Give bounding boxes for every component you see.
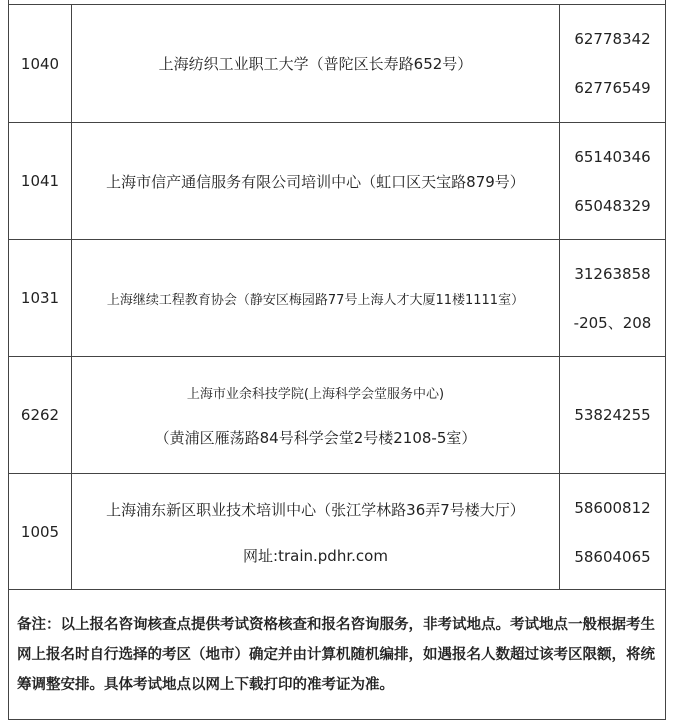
table-row <box>9 4 665 122</box>
phone-number: 65048329 <box>574 196 651 215</box>
phone-number: 58600812 <box>574 498 651 517</box>
site-address <box>72 5 560 122</box>
address-line: （黄浦区雁荡路84号科学会堂2号楼2108-5室） <box>154 428 477 447</box>
site-phones <box>560 123 665 239</box>
site-address <box>72 357 560 473</box>
sites-table <box>8 0 666 590</box>
phone-number: 62776549 <box>574 79 651 97</box>
table-row <box>9 473 665 590</box>
site-code: 1041 <box>9 123 72 239</box>
phone-number: 62778342 <box>574 30 651 48</box>
site-code: 1031 <box>9 240 72 356</box>
address-line: 上海浦东新区职业技术培训中心（张江学林路36弄7号楼大厅） <box>106 500 525 519</box>
phone-number: 65140346 <box>574 147 651 166</box>
website-line: 网址:train.pdhr.com <box>243 546 388 565</box>
remarks-note <box>8 590 666 720</box>
address-line: 上海市信产通信服务有限公司培训中心（虹口区天宝路879号） <box>106 172 525 191</box>
site-address <box>72 240 560 356</box>
site-code: 1005 <box>9 474 72 590</box>
site-phones <box>560 357 665 473</box>
site-address <box>72 474 560 590</box>
note-text: 以上报名咨询核查点提供考试资格核查和报名咨询服务，非考试地点。考试地点一般根据考生网上报名时自行选择的考区（地市）确定并由计算机随机编排，如遇报名人数超过该考区限额，将统筹调整安排。具体考试地点以网上下载打印的准考证为准。 <box>17 617 655 693</box>
site-address <box>72 123 560 239</box>
site-code: 6262 <box>9 357 72 473</box>
site-code: 1040 <box>9 5 72 122</box>
note-label: 备注： <box>17 617 61 633</box>
table-row <box>9 356 665 473</box>
phone-number: 31263858 <box>574 264 651 283</box>
phone-number: 58604065 <box>574 547 651 566</box>
phone-number: 53824255 <box>574 406 651 424</box>
table-row <box>9 239 665 356</box>
address-line: 上海市业余科技学院(上海科学会堂服务中心) <box>186 386 445 402</box>
site-phones <box>560 5 665 122</box>
address-line: 上海继续工程教育协会（静安区梅园路77号上海人才大厦11楼1111室） <box>106 292 525 308</box>
site-phones <box>560 474 665 590</box>
phone-number: -205、208 <box>573 313 652 332</box>
address-line: 上海纺织工业职工大学（普陀区长寿路652号） <box>158 55 473 73</box>
site-phones <box>560 240 665 356</box>
table-row <box>9 122 665 239</box>
